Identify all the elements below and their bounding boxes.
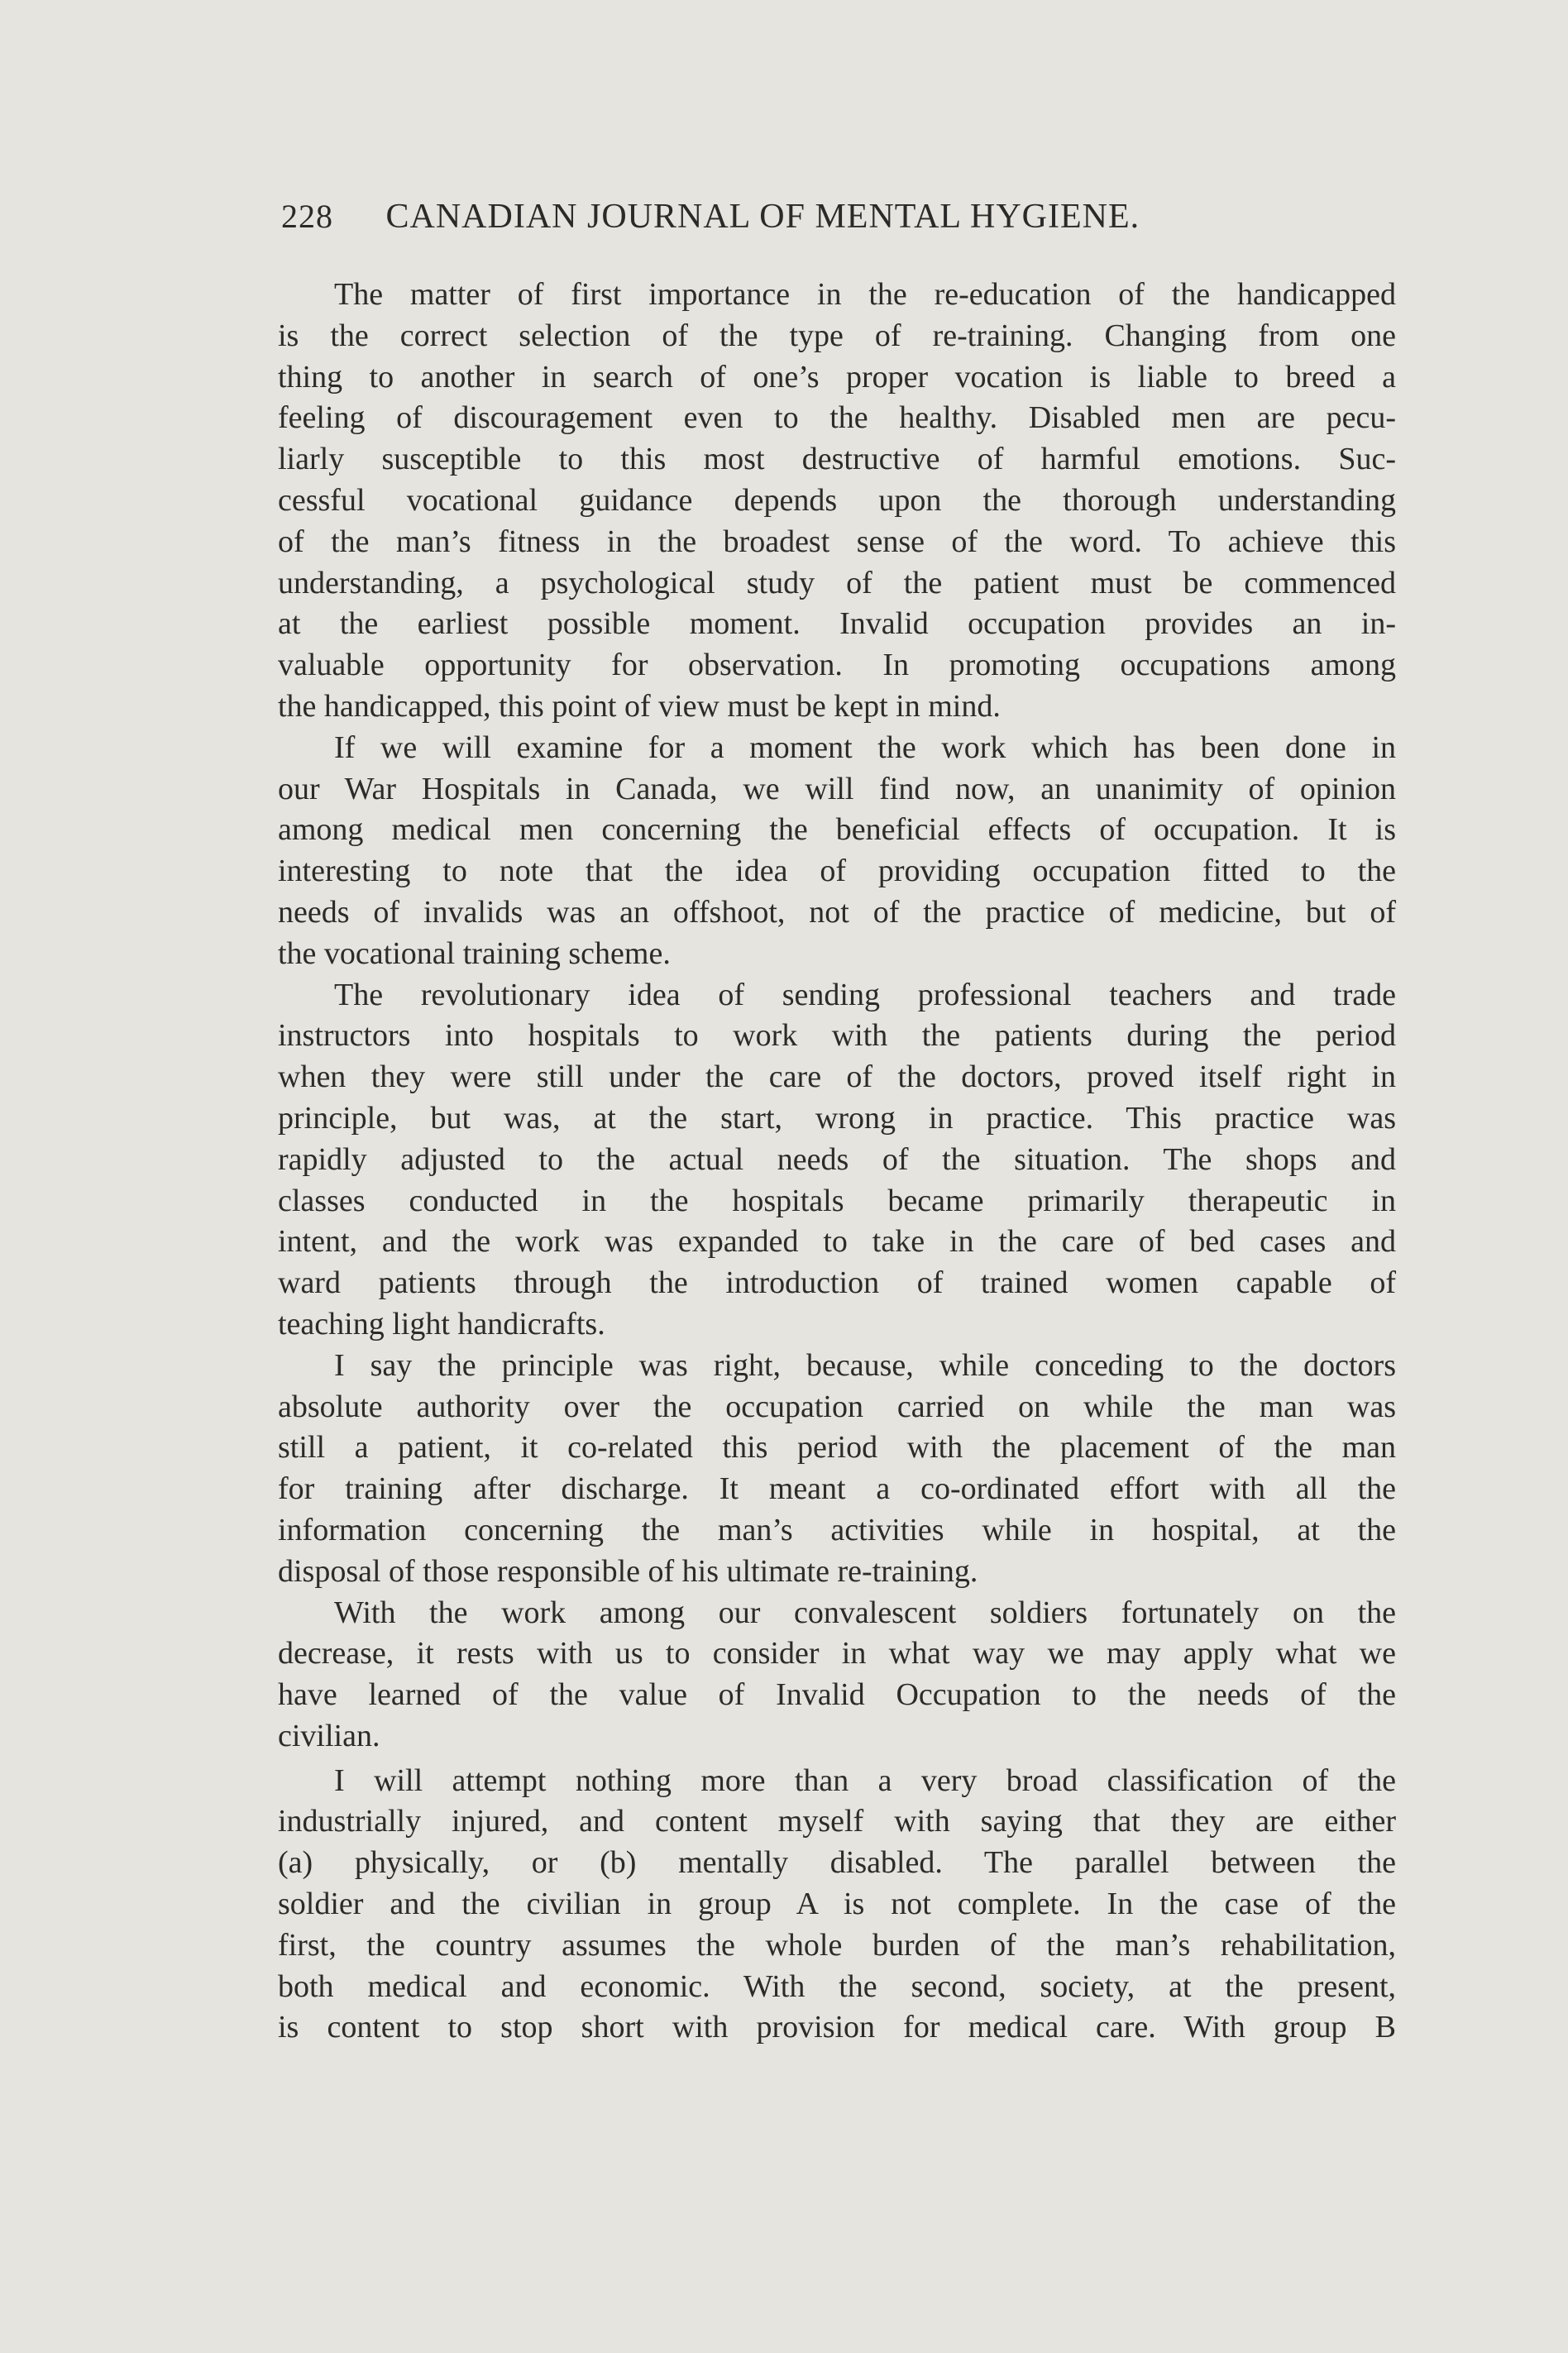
text-line: information concerning the man’s activities while in hospital, at the [278,1512,1396,1547]
text-line: I will attempt nothing more than a very broad classification of the [334,1762,1396,1798]
text-line: first, the country assumes the whole burden of the man’s rehabilitation, [278,1927,1396,1963]
text-line: valuable opportunity for observation. In promoting occupations among [278,648,1396,683]
text-line: thing to another in search of one’s proper vocation is liable to breed a [278,359,1396,395]
text-line: ward patients through the introduction of trained women capable of [278,1265,1396,1301]
paragraph [278,1346,1396,1593]
text-line: civilian. [278,1718,380,1753]
text-line: If we will examine for a moment the work which has been done in [334,729,1396,765]
paragraph [278,975,1396,1346]
text-line: The revolutionary idea of sending professional teachers and trade [334,977,1396,1012]
text-line: the handicapped, this point of view must be kept in mind. [278,688,1001,724]
text-line: at the earliest possible moment. Invalid occupation provides an in- [278,606,1396,642]
text-line: classes conducted in the hospitals became primarily therapeutic in [278,1183,1396,1218]
text-line: understanding, a psychological study of the patient must be commenced [278,565,1396,600]
paragraph [278,1593,1396,1758]
text-line: soldier and the civilian in group A is not complete. In the case of the [278,1887,1396,1922]
text-line: needs of invalids was an offshoot, not of the practice of medicine, but of [278,894,1396,930]
page-number: 228 [281,198,333,235]
text-line: instructors into hospitals to work with the patients during the period [278,1018,1396,1054]
text-line: the vocational training scheme. [278,935,671,971]
text-line: intent, and the work was expanded to take in the care of bed cases and [278,1224,1396,1260]
text-line: teaching light handicrafts. [278,1306,605,1341]
text-line: both medical and economic. With the second, society, at the present, [278,1968,1396,2004]
paragraph [278,275,1396,728]
paragraph [278,1761,1396,2049]
text-line: disposal of those responsible of his ultimate re-training. [278,1553,978,1589]
body-text [278,275,1396,2049]
text-line: is content to stop short with provision for medical care. With group B [278,2010,1396,2045]
text-line: for training after discharge. It meant a co-ordinated effort with all the [278,1471,1396,1507]
text-line: when they were still under the care of the doctors, proved itself right in [278,1059,1396,1095]
text-line: interesting to note that the idea of providing occupation fitted to the [278,854,1396,889]
text-line: absolute authority over the occupation carried on while the man was [278,1389,1396,1424]
text-line: I say the principle was right, because, while conceding to the doctors [334,1347,1396,1383]
text-line: rapidly adjusted to the actual needs of the situation. The shops and [278,1141,1396,1177]
text-line: our War Hospitals in Canada, we will find now, an unanimity of opinion [278,771,1396,806]
text-line: decrease, it rests with us to consider in what way we may apply what we [278,1636,1396,1671]
journal-title: CANADIAN JOURNAL OF MENTAL HYGIENE. [385,198,1140,236]
text-line: feeling of discouragement even to the healthy. Disabled men are pecu- [278,400,1396,436]
text-line: The matter of first importance in the re-education of the handicapped [334,277,1396,312]
text-line: (a) physically, or (b) mentally disabled. The parallel between the [278,1845,1396,1881]
text-line: industrially injured, and content myself with saying that they are either [278,1804,1396,1839]
text-line: is the correct selection of the type of re-training. Changing from one [278,318,1396,353]
text-line: liarly susceptible to this most destructive of harmful emotions. Suc- [278,442,1396,477]
text-line: have learned of the value of Invalid Occupation to the needs of the [278,1677,1396,1713]
paragraph [278,728,1396,975]
text-line: cessful vocational guidance depends upon the thorough understanding [278,482,1396,518]
running-header [281,197,1274,237]
text-line: principle, but was, at the start, wrong in practice. This practice was [278,1100,1396,1136]
text-line: With the work among our convalescent soldiers fortunately on the [334,1595,1396,1630]
text-line: among medical men concerning the beneficial effects of occupation. It is [278,812,1396,848]
text-line: of the man’s fitness in the broadest sense of the word. To achieve this [278,524,1396,559]
text-line: still a patient, it co-related this period with the placement of the man [278,1430,1396,1466]
